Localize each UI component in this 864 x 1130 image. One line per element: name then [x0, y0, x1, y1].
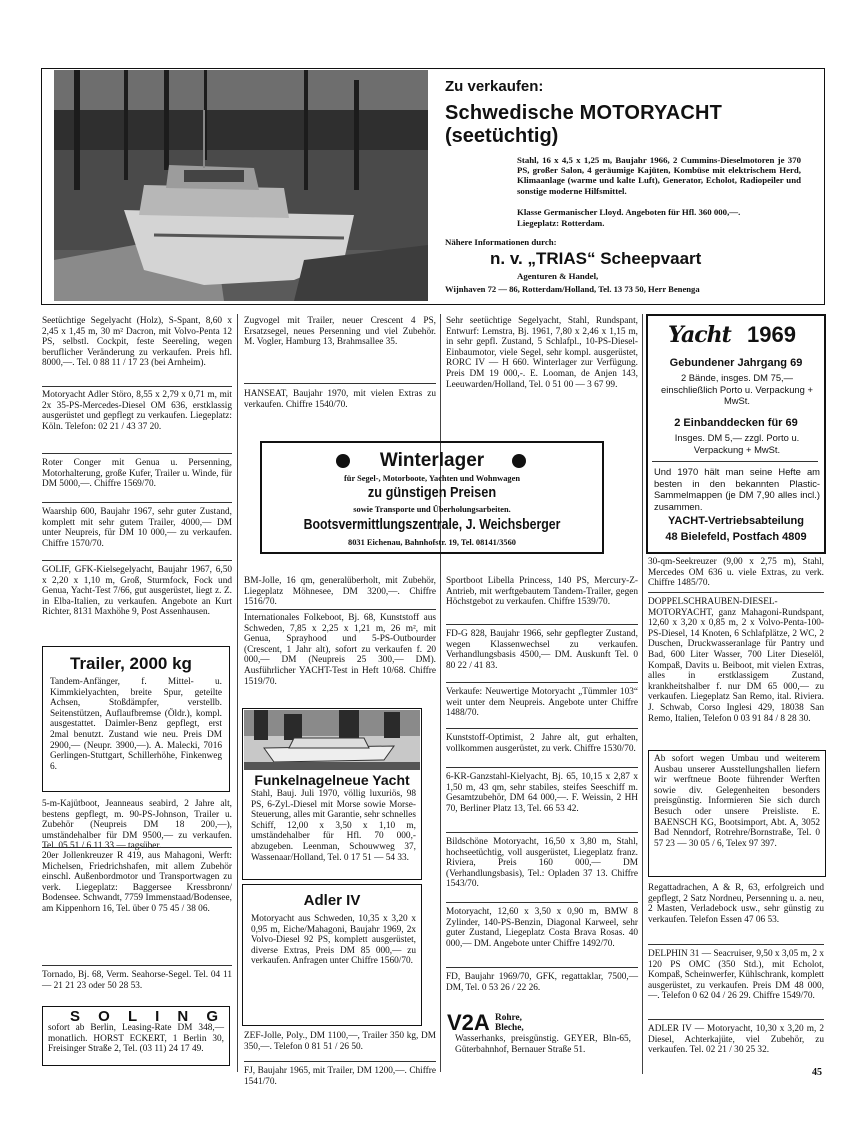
classified-ad: HANSEAT, Baujahr 1970, mit vielen Extras zu verkaufen. Chiffre 1540/70. [244, 389, 436, 410]
yacht-logo: Yacht [668, 322, 731, 348]
classified-ad: Seetüchtige Segelyacht (Holz), S-Spant, 8,60 x 2,45 x 1,45 m, 30 m² Dacron, mit Volvo-Penta 12 PS, selbstl. Cockpit, feste Seereling, wegen beruflicher Veränderung zu verkaufen. Preis hfl. 8000,—. Tel. 0 88 11 / 17 23 (bei Arnheim). [42, 316, 232, 369]
soling-body: sofort ab Berlin, Leasing-Rate DM 348,— monatlich. HORST ECKERT, 1 Berlin 30, Freisinger Straße 2, Tel. (03 11) 24 17 49. [48, 1023, 224, 1055]
column-divider [440, 314, 441, 1072]
v2a-sub-2: Bleche, [495, 1023, 524, 1033]
classified-ad: Waarship 600, Baujahr 1967, sehr guter Zustand, komplett mit sehr gutem Trailer, 4000,— DM unter Neupreis, für DM 10 000,— zu verkaufen. Chiffre 1570/70. [42, 507, 232, 549]
classified-ad: Internationales Folkeboot, Bj. 68, Kunststoff aus Schweden, 7,85 x 2,25 x 1,21 m, 26 m², mit Genua, Sprayhood und 5-PS-Outbourder (Crescent, 1 Jahr alt), sofort zu verkaufen f. 20 000,— DM (Neupreis 25 300,— DM). Ausführlicher YACHT-Test in Heft 10/68. Chiffre 1519/70. [244, 613, 436, 687]
classified-ad: 30-qm-Seekreuzer (9,00 x 2,75 m), Stahl, Mercedes OM 636 u. viele Extras, zu verk. Chiffre 1485/70. [648, 557, 824, 589]
classified-ad: 6-KR-Ganzstahl-Kielyacht, Bj. 65, 10,15 x 2,87 x 1,50 m, 43 qm, sehr stabiles, steifes Seeschiff m. Gesamtzubehör, DM 64 000,—. F. Weissin, 2 HH 70, Berliner Platz 13, Tel. 66 53 42. [446, 772, 638, 814]
v2a-body: Wasserhanks, preisgünstig. GEYER, Bln-65, Güterbahnhof, Bernauer Straße 51. [455, 1034, 631, 1055]
funkel-title: Funkelnagelneue Yacht [254, 772, 410, 788]
classified-ad: Motoryacht, 12,60 x 3,50 x 0,90 m, BMW 8 Zylinder, 140-PS-Benzin, Diagonal Karweel, sehr guter Zustand, Liegeplatz Costa Brava Rosas. 40 000,— DM. Angebote unter Chiffre 1492/70. [446, 907, 638, 949]
classified-ad: 5-m-Kajütboot, Jeanneaus seabird, 2 Jahre alt, bestens gepflegt, m. 90-PS-Johnson, Trailer u. Zubehör (Neupreis DM 18 200,—), umständehalber für DM 9500,— zu verkaufen. Tel. 05 51 / 6 11 33 — tagsüber. [42, 799, 232, 852]
soling-title: S O L I N G [70, 1008, 226, 1025]
feature-body: Stahl, 16 x 4,5 x 1,25 m, Baujahr 1966, 2 Cummins-Dieselmotoren je 370 PS, großer Salon, 4 geräumige Kajüten, Kombüse mit elektrischem Herd, Klimaanlage (warme und kalte Luft), Generator, Echolot, Radiopeiler und sonstige moderne Hilfsmittel. [517, 155, 801, 196]
feature-address: Wijnhaven 72 — 86, Rotterdam/Holland, Tel. 13 73 50, Herr Benenga [445, 284, 700, 294]
yacht-divider [652, 461, 818, 462]
feature-title-2: (seetüchtig) [445, 125, 559, 147]
adler-title: Adler IV [303, 892, 361, 909]
trailer-title: Trailer, 2000 kg [70, 654, 192, 673]
adler-body: Motoryacht aus Schweden, 10,35 x 3,20 x 0,95 m, Eiche/Mahagoni, Baujahr 1969, 2x Volvo-Diesel 92 PS, komplett ausgerüstet, diverse Extras, Preis DM 85 000,— zu verkaufen. Anfragen unter Chiffre 1560/70. [251, 914, 416, 967]
classified-ad: Zugvogel mit Trailer, neuer Crescent 4 PS, Ersatzsegel, neues Persenning und viel Zubehör. M. Vogler, Hamburg 13, Brahmsallee 35. [244, 316, 436, 348]
classified-ad: ADLER IV — Motoryacht, 10,30 x 3,20 m, 2 Diesel, Achterkajüte, viel Zubehör, zu verkaufen. Tel. 02 21 / 30 25 32. [648, 1024, 824, 1056]
winterlager-company: Bootsvermittlungszentrale, J. Weichsberger [303, 516, 561, 533]
feature-title-1: Schwedische MOTORYACHT [445, 102, 723, 124]
feature-body-2: Klasse Germanischer Lloyd. Angeboten für Hfl. 360 000,—. [517, 207, 741, 217]
classified-ad: GOLIF, GFK-Kielsegelyacht, Baujahr 1967, 6,50 x 2,20 x 1,10 m, Groß, Sturmfock, Fock und Genua, Yacht-Test 7/66, gut ausgerüstet, liegt z. Z. in Elba-Italien, zu verkaufen. Angebote an Kurt Richter, 8131 Maxhöhe 9, Post Assenhausen. [42, 565, 232, 618]
yacht-line-3: 2 Einbanddecken für 69 [674, 417, 798, 429]
classified-ad: BM-Jolle, 16 qm, generalüberholt, mit Zubehör, Liegeplatz Möhnesee, DM 3200,—. Chiffre 1516/70. [244, 576, 436, 608]
yacht-line-5: Und 1970 hält man seine Hefte am besten in den bekannten Plastic-Sammelmappen (je DM 7,90 alles incl.) zusammen. [654, 466, 820, 512]
v2a-logo: V2A [447, 1010, 490, 1035]
funkel-body: Stahl, Bauj. Juli 1970, völlig luxuriös, 98 PS, 6-Zyl.-Diesel mit Morse sowie Morse-Steuerung, alles mit Garantie, sehr schnelles Schiff, 12,00 x 3,50 x 1,10 m, umständehalber für Hfl. 70 000,- abzugeben. Leenman, Schouwweg 37, Wassenaar/Holland, Tel. 0 17 51 — 54 33. [251, 789, 416, 863]
winterlager-address: 8031 Eichenau, Bahnhofstr. 19, Tel. 08141/3560 [348, 538, 516, 547]
yacht-line-6: YACHT-Vertriebsabteilung [668, 515, 804, 527]
feature-agent: Agenturen & Handel, [517, 271, 599, 281]
classified-ad: Sehr seetüchtige Segelyacht, Stahl, Rundspant, Entwurf: Lemstra, Bj. 1961, 7,80 x 2,46 x 1,15 m, in sehr gepfl. Zustand, 5 Schlafpl., 10-PS-Diesel-Einbaumotor, viele Segel, sehr kompl. ausgerüstet, RORC IV — H 660. Winterlager zur Verfügung. Preis DM 19 000,-. E. Looman, de Anjen 143, Leeuwarden/Holland, Tel. 0 51 00 — 3 67 99. [446, 316, 638, 390]
feature-body-3: Liegeplatz: Rotterdam. [517, 218, 605, 228]
motoryacht-photo [54, 70, 428, 301]
classified-ad: FJ, Baujahr 1965, mit Trailer, DM 1200,—. Chiffre 1541/70. [244, 1066, 436, 1087]
yacht-line-2: 2 Bände, insges. DM 75,— einschließlich Porto u. Verpackung + MwSt. [661, 372, 813, 406]
classified-ad: Regattadrachen, A & R, 63, erfolgreich und gepflegt, 2 Satz Nordneu, Persenning u. a. neu, 2 Masten, Verladebock usw., sehr günstig zu verkaufen. Telefon Essen 47 06 53. [648, 883, 824, 925]
classified-ad: DELPHIN 31 — Seacruiser, 9,50 x 3,05 m, 2 x 120 PS OMC (350 Std.), mit Echolot, Kompaß, Scheinwerfer, Kühlschrank, komplett ausgerüstet, zu verkaufen. Preis DM 48 000,—. Telefon 0 62 04 / 26 29. Chiffre 1549/70. [648, 949, 824, 1002]
yacht-year: 1969 [747, 322, 796, 347]
page-number: 45 [812, 1067, 822, 1078]
classified-ad: FD-G 828, Baujahr 1966, sehr gepflegter Zustand, wegen Klassenwechsel zu verkaufen. Verhandlungsbasis 4500,— DM. Auskunft Tel. 0 80 22 / 41 83. [446, 629, 638, 671]
column-divider [237, 314, 238, 1072]
feature-head: Zu verkaufen: [445, 78, 544, 95]
classified-ad: Motoryacht Adler Störo, 8,55 x 2,79 x 0,71 m, mit 2x 35-PS-Mercedes-Diesel OM 636, erstklassig ausgerüstet und gepflegt zu verkaufen. Liegeplatz: Köln. Telefon: 02 21 / 43 37 20. [42, 390, 232, 432]
winterlager-line-3: sowie Transporte und Überholungsarbeiten. [353, 505, 511, 514]
classified-ad: Verkaufe: Neuwertige Motoryacht „Tümmler 103“ weit unter dem Neupreis. Angebote unter Chiffre 1488/70. [446, 687, 638, 719]
classified-ad: Ab sofort wegen Umbau und weiterem Ausbau unserer Ausstellungshallen liefern wir werftneue Boote führender Werften sowie div. Gelegenheiten besonders preisgünstig. Informieren Sie sich durch Besuch oder unsere Preisliste. E. BAENSCH KG, Bootsimport, Abt. A, 3052 Bad Nenndorf, Rotrehre/Bornstraße, Tel. 0 57 23 — 30 05 / 6, Telex 97 397. [654, 754, 820, 849]
winterlager-line-1: für Segel-, Motorboote, Yachten und Wohnwagen [344, 474, 520, 483]
classified-ad: DOPPELSCHRAUBEN-DIESEL-MOTORYACHT, ganz Mahagoni-Rundspant, 12,60 x 3,20 x 0,85 m, 2 x Volvo-Penta-100-PS-Diesel, 14 Knoten, 6 Schlafplätze, 2 WC, 2 Duschen, Druckwasseranlage für Pantry und Bad, 600 Liter Wasser, 700 Liter Dieselöl, Kompaß, Davits u. Beiboot, mit vielen Extras, alles in erstklassigem Zustand, krankheitshalber f. nur DM 65 000,— zu verkaufen. Liegeplatz San Remo, ital. Riviera. J. Schwab, Corso Inglesi 429, 18038 San Remo, Italien, Telefon 0 03 91 84 / 8 28 30. [648, 597, 824, 724]
v2a-sub-1: Rohre, [495, 1013, 522, 1023]
column-divider [642, 314, 643, 1074]
yacht-line-1: Gebundener Jahrgang 69 [669, 357, 803, 369]
yacht-photo [244, 710, 420, 770]
classified-ad: Sportboot Libella Princess, 140 PS, Mercury-Z-Antrieb, mit werftgebautem Tandem-Trailer, gegen Höchstgebot zu verkaufen. Chiffre 1539/70. [446, 576, 638, 608]
winterlager-title: Winterlager [379, 450, 485, 471]
feature-company: n. v. „TRIAS“ Scheepvaart [490, 249, 702, 268]
yacht-line-7: 48 Bielefeld, Postfach 4809 [665, 531, 807, 543]
classified-ad: ZEF-Jolle, Poly., DM 1100,—, Trailer 350 kg, DM 350,—. Telefon 0 81 51 / 26 50. [244, 1031, 436, 1052]
classified-ad: FD, Baujahr 1969/70, GFK, regattaklar, 7500,— DM, Tel. 0 53 26 / 22 26. [446, 972, 638, 993]
trailer-body: Tandem-Anfänger, f. Mittel- u. Kimmkielyachten, breite Spur, geteilte Achsen, Stoßdämpfer, verstellb. Seitenstützen, Auflaufbremse (Öldr.), kompl. ausgestattet. Daimler-Benz gepflegt, erst 2mal benutzt. Zustand wie neu. Preis DM 2900,— (Neupr. 3900,—). A. Malecki, 7016 Gerlingen-Stuttgart, Schillerhöhe, Finkenweg 6. [50, 677, 222, 772]
classified-ad: 20er Jollenkreuzer R 419, aus Mahagoni, Werft: Michelsen, Friedrichshafen, mit allem Zubehör einschl. Außenbordmotor und Transportwagen zu verk. Liegeplatz: Baggersee Kressbronn/ Bodensee. Schwandt, 7759 Immenstaad/Bodensee, am Kippenhorn 16, Tel. über 0 75 45 / 38 06. [42, 851, 232, 914]
winterlager-line-2: zu günstigen Preisen [367, 484, 497, 501]
classified-ad: Roter Conger mit Genua u. Persenning, Motorhalterung, große Kufer, Trailer u. Winde, für DM 5000,—. Chiffre 1569/70. [42, 458, 232, 490]
classified-ad: Tornado, Bj. 68, Verm. Seahorse-Segel. Tel. 04 11 — 21 21 23 oder 50 28 53. [42, 970, 232, 991]
classified-ad: Kunststoff-Optimist, 2 Jahre alt, gut erhalten, vollkommen ausgerüstet, zu verk. Chiffre 1530/70. [446, 733, 638, 754]
yacht-line-4: Insges. DM 5,— zzgl. Porto u. Verpackung + MwSt. [674, 432, 800, 455]
classified-ad: Bildschöne Motoryacht, 16,50 x 3,80 m, Stahl, hochseetüchtig, voll ausgerüstet, Liegeplatz franz. Riviera, Preis 160 000,— DM (Verhandlungsbasis), Tel.: Opladen 37 13. Chiffre 1543/70. [446, 837, 638, 890]
feature-info: Nähere Informationen durch: [445, 237, 557, 247]
